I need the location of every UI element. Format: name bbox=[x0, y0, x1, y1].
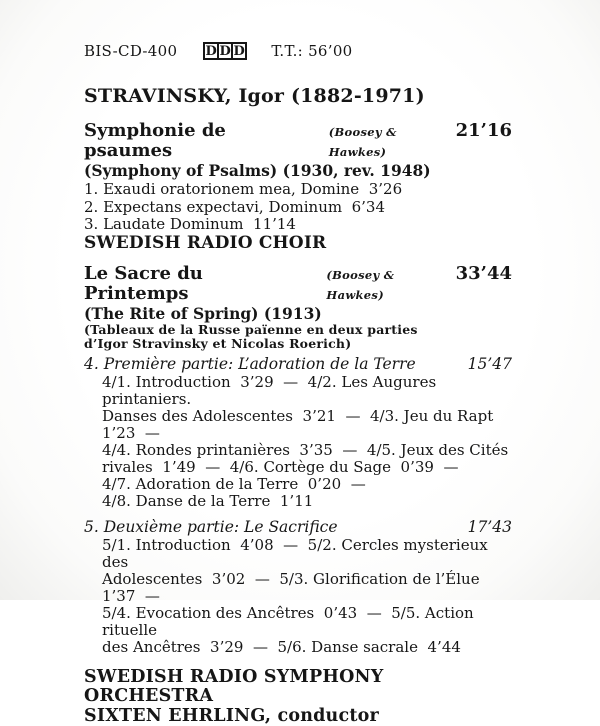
work-subtitle: (The Rite of Spring) (1913) bbox=[84, 305, 512, 323]
spars-letter: D bbox=[203, 42, 219, 60]
part-line: des Ancêtres 3’29 — 5/6. Danse sacrale 4’44 bbox=[102, 639, 512, 656]
work-symphonie-de-psaumes bbox=[84, 121, 512, 253]
work-subtitle: (Symphony of Psalms) (1930, rev. 1948) bbox=[84, 162, 512, 180]
performers-footer bbox=[84, 668, 512, 726]
orchestra-name: SWEDISH RADIO SYMPHONY ORCHESTRA bbox=[84, 668, 512, 707]
part-deuxieme-partie bbox=[84, 518, 512, 656]
part-heading-row bbox=[84, 518, 512, 537]
work-duration: 21’16 bbox=[456, 121, 512, 141]
part-heading: 4. Première partie: L’adoration de la Terre bbox=[84, 355, 416, 374]
part-line: 5/1. Introduction 4’08 — 5/2. Cercles mysterieux des bbox=[102, 537, 512, 571]
performer-choir: SWEDISH RADIO CHOIR bbox=[84, 234, 512, 253]
work-title: Le Sacre du Printemps bbox=[84, 264, 312, 304]
total-time: T.T.: 56’00 bbox=[271, 42, 352, 60]
part-track-lines bbox=[102, 374, 512, 510]
conductor-name: SIXTEN EHRLING, conductor bbox=[84, 707, 512, 726]
part-line: 4/7. Adoration de la Terre 0’20 — bbox=[102, 476, 512, 493]
part-duration: 15’47 bbox=[468, 355, 512, 374]
part-line: 5/4. Evocation des Ancêtres 0’43 — 5/5. Action rituelle bbox=[102, 605, 512, 639]
work-note bbox=[84, 323, 512, 351]
part-line: Danses des Adolescentes 3’21 — 4/3. Jeu du Rapt 1’23 — bbox=[102, 408, 512, 442]
part-line: 4/1. Introduction 3’29 — 4/2. Les Augures printaniers. bbox=[102, 374, 512, 408]
part-line: 4/4. Rondes printanières 3’35 — 4/5. Jeux des Cités bbox=[102, 442, 512, 459]
work-title: Symphonie de psaumes bbox=[84, 121, 315, 161]
part-line: 4/8. Danse de la Terre 1’11 bbox=[102, 493, 512, 510]
spars-letter: D bbox=[217, 42, 233, 60]
spars-code-ddd bbox=[203, 42, 247, 60]
note-line: (Tableaux de la Russe païenne en deux parties bbox=[84, 323, 512, 337]
composer-name: STRAVINSKY, Igor (1882-1971) bbox=[84, 86, 512, 106]
work-duration: 33’44 bbox=[456, 264, 512, 284]
part-heading: 5. Deuxième partie: Le Sacrifice bbox=[84, 518, 338, 537]
work-title-row bbox=[84, 121, 512, 162]
track-item: 2. Expectans expectavi, Dominum 6’34 bbox=[84, 199, 512, 217]
track-item: 1. Exaudi oratorionem mea, Domine 3’26 bbox=[84, 181, 512, 199]
track-item: 3. Laudate Dominum 11’14 bbox=[84, 216, 512, 234]
part-track-lines bbox=[102, 537, 512, 656]
work-title-row bbox=[84, 264, 512, 305]
part-line: rivales 1’49 — 4/6. Cortège du Sage 0’39 — bbox=[102, 459, 512, 476]
part-line: Adolescentes 3’02 — 5/3. Glorification de l’Élue 1’37 — bbox=[102, 571, 512, 605]
publisher: (Boosey & Hawkes) bbox=[326, 265, 455, 305]
spars-letter: D bbox=[231, 42, 247, 60]
part-heading-row bbox=[84, 355, 512, 374]
track-list bbox=[84, 181, 512, 234]
publisher: (Boosey & Hawkes) bbox=[329, 122, 456, 162]
part-duration: 17’43 bbox=[468, 518, 512, 537]
part-premiere-partie bbox=[84, 355, 512, 510]
work-le-sacre-du-printemps bbox=[84, 264, 512, 656]
header bbox=[84, 42, 512, 60]
catalog-number: BIS-CD-400 bbox=[84, 42, 177, 60]
note-line: d’Igor Stravinsky et Nicolas Roerich) bbox=[84, 337, 512, 351]
